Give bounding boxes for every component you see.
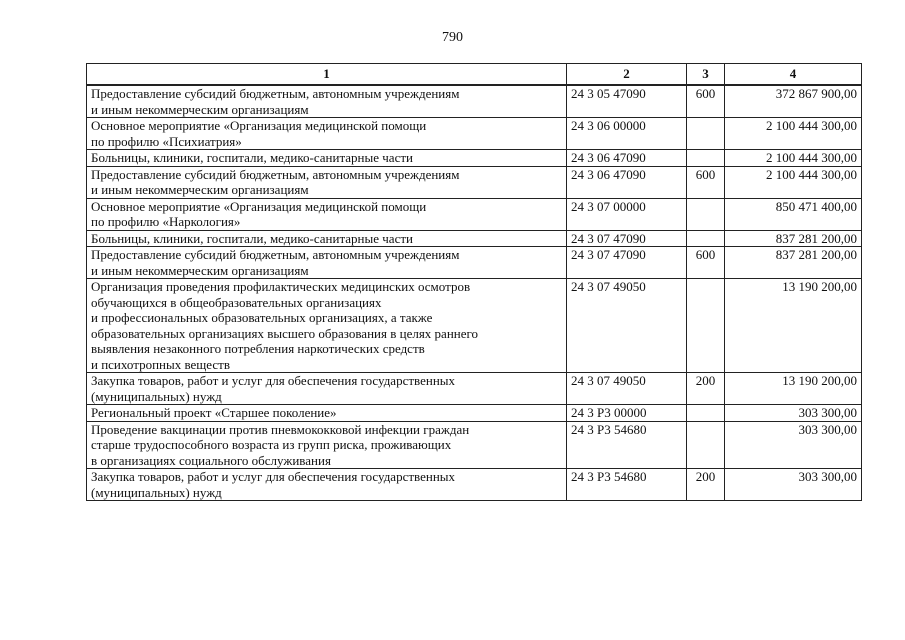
row-name-cell [87,85,567,118]
row-amount-cell: 13 190 200,00 [725,279,862,373]
row-expense-type-cell [687,230,725,247]
row-name-line: старше трудоспособного возраста из групп риска, проживающих [91,437,452,452]
row-amount-cell: 2 100 444 300,00 [725,118,862,150]
row-code-cell: 24 3 07 47090 [567,247,687,279]
row-name-line: Больницы, клиники, госпитали, медико-санитарные части [91,150,413,165]
row-name-cell [87,150,567,167]
row-code-cell: 24 3 P3 54680 [567,469,687,501]
row-amount-cell: 850 471 400,00 [725,198,862,230]
row-expense-type-cell: 200 [687,373,725,405]
row-amount-cell: 303 300,00 [725,421,862,469]
row-amount-cell: 372 867 900,00 [725,85,862,118]
row-name-cell [87,118,567,150]
row-name-line: Основное мероприятие «Организация медицинской помощи [91,198,427,214]
row-name-line: по профилю «Психиатрия» [91,133,242,149]
row-code-cell: 24 3 07 49050 [567,279,687,373]
page-number: 790 [442,30,463,45]
header-col-2: 2 [567,64,687,86]
row-name-line: и иным некоммерческим организациям [91,182,309,197]
header-col-4: 4 [725,64,862,86]
table-row [87,85,862,118]
row-name-cell [87,279,567,373]
table-row [87,247,862,279]
row-name-line: и профессиональных образовательных организациях, а также [91,310,433,325]
row-name-line: и иным некоммерческим организациям [91,262,309,278]
row-code-cell: 24 3 07 47090 [567,230,687,247]
table-row [87,230,862,247]
row-amount-cell: 837 281 200,00 [725,230,862,247]
row-name-line: Организация проведения профилактических медицинских осмотров [91,279,471,294]
table-row [87,405,862,422]
row-name-line: Предоставление субсидий бюджетным, автономным учреждениям [91,166,460,182]
row-amount-cell: 837 281 200,00 [725,247,862,279]
row-name-cell [87,166,567,198]
row-name-line: Больницы, клиники, госпитали, медико-санитарные части [91,230,413,246]
row-name-line: обучающихся в общеобразовательных организациях [91,294,382,310]
header-row [87,64,862,86]
table-row [87,421,862,469]
row-name-cell [87,373,567,405]
row-code-cell: 24 3 06 47090 [567,166,687,198]
table-row [87,279,862,373]
row-name-line: образовательных организациях высшего образования в целях раннего [91,325,479,341]
row-name-line: Основное мероприятие «Организация медицинской помощи [91,118,427,133]
header-col-1: 1 [87,64,567,86]
row-name-line: и психотропных веществ [91,356,230,372]
row-name-line: выявления незаконного потребления наркотических средств [91,341,425,356]
row-expense-type-cell: 600 [687,247,725,279]
row-expense-type-cell [687,421,725,469]
row-expense-type-cell [687,198,725,230]
row-code-cell: 24 3 06 47090 [567,150,687,167]
row-amount-cell: 303 300,00 [725,469,862,501]
row-expense-type-cell: 200 [687,469,725,501]
row-name-cell [87,421,567,469]
table-row [87,373,862,405]
row-expense-type-cell [687,279,725,373]
row-code-cell: 24 3 05 47090 [567,85,687,118]
header-col-3: 3 [687,64,725,86]
row-name-line: Закупка товаров, работ и услуг для обеспечения государственных [91,373,456,388]
row-amount-cell: 2 100 444 300,00 [725,166,862,198]
row-name-line: в организациях социального обслуживания [91,452,331,468]
row-name-line: Закупка товаров, работ и услуг для обеспечения государственных [91,469,456,484]
row-expense-type-cell [687,405,725,422]
row-name-line: и иным некоммерческим организациям [91,101,309,117]
row-code-cell: 24 3 07 49050 [567,373,687,405]
table-body [87,85,862,501]
row-name-line: Региональный проект «Старшее поколение» [91,405,337,420]
row-expense-type-cell: 600 [687,166,725,198]
table-row [87,198,862,230]
row-name-cell [87,247,567,279]
table-row [87,166,862,198]
row-name-line: (муниципальных) нужд [91,484,222,500]
row-name-line: по профилю «Наркология» [91,214,241,229]
row-name-line: Предоставление субсидий бюджетным, автономным учреждениям [91,86,460,101]
row-code-cell: 24 3 06 00000 [567,118,687,150]
budget-table [86,63,862,501]
table-row [87,150,862,167]
row-amount-cell: 303 300,00 [725,405,862,422]
table-row [87,118,862,150]
row-code-cell: 24 3 P3 54680 [567,421,687,469]
row-name-line: Проведение вакцинации против пневмококковой инфекции граждан [91,421,470,437]
row-name-line: (муниципальных) нужд [91,388,222,404]
row-name-cell [87,230,567,247]
table-row [87,469,862,501]
row-name-line: Предоставление субсидий бюджетным, автономным учреждениям [91,247,460,262]
row-name-cell [87,405,567,422]
row-expense-type-cell: 600 [687,85,725,118]
row-amount-cell: 13 190 200,00 [725,373,862,405]
row-name-cell [87,469,567,501]
row-name-cell [87,198,567,230]
row-amount-cell: 2 100 444 300,00 [725,150,862,167]
row-expense-type-cell [687,118,725,150]
row-code-cell: 24 3 07 00000 [567,198,687,230]
row-code-cell: 24 3 P3 00000 [567,405,687,422]
row-expense-type-cell [687,150,725,167]
